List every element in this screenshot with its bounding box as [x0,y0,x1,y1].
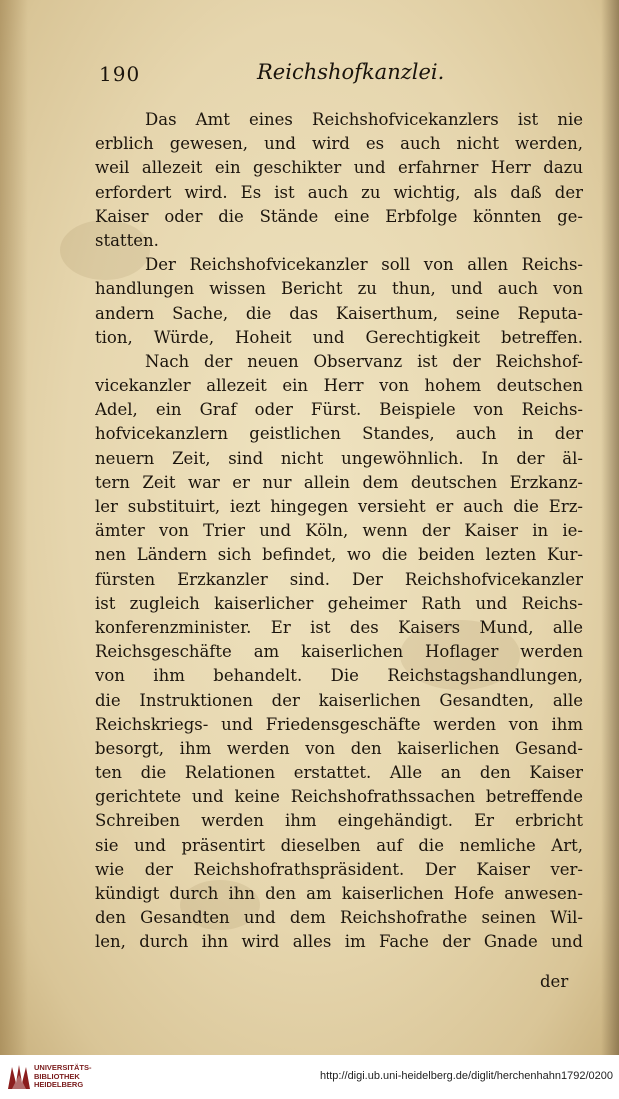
library-name-line: HEIDELBERG [34,1080,84,1089]
text-line: len, durch ihn wird alles im Fache der Gnade und [95,932,583,952]
text-line: Nach der neuen Observanz ist der Reichshof- [145,351,583,371]
text-line: ist zugleich kaiserlicher geheimer Rath und Reichs- [95,593,583,613]
text-line: tern Zeit war er nur allein dem deutschen Erzkanz- [95,472,583,492]
text-line: Das Amt eines Reichshofvicekanzlers ist nie [145,110,583,129]
text-line: fürsten Erzkanzler sind. Der Reichshofvicekanzler [95,569,583,589]
running-head: Reichshofkanzlei. [257,60,445,84]
text-line: erfordert wird. Es ist auch zu wichtig, als daß der [95,182,583,202]
text-line: ler substituirt, iezt hingegen versieht er auch die Erz- [95,497,583,516]
text-line: andern Sache, die das Kaiserthum, seine Reputa- [95,303,583,323]
text-line: Schreiben werden ihm eingehändigt. Er erbricht [95,811,583,831]
university-seal-icon [6,1063,32,1091]
text-line: Der Reichshofvicekanzler soll von allen Reichs- [145,255,583,275]
text-line: statten. [95,230,159,250]
library-name-line: UNIVERSITÄTS- [34,1063,92,1072]
text-line: weil allezeit ein geschikter und erfahrner Herr dazu [95,158,583,178]
text-line: handlungen wissen Bericht zu thun, und auch von [95,279,583,299]
body-text [95,108,583,955]
catchword: der [540,972,569,991]
text-line: kündigt durch ihn den am kaiserlichen Hofe anwesen- [95,884,583,903]
text-line: die Instruktionen der kaiserlichen Gesandten, alle [95,690,583,710]
text-line: Kaiser oder die Stände eine Erbfolge könnten ge- [95,206,583,226]
text-line: neuern Zeit, sind nicht ungewöhnlich. In der äl- [95,448,583,468]
text-line: wie der Reichshofrathspräsident. Der Kaiser ver- [95,859,583,879]
text-line: vicekanzler allezeit ein Herr von hohem deutschen [95,376,583,396]
text-line: konferenzminister. Er ist des Kaisers Mund, alle [95,617,583,637]
text-line: gerichtete und keine Reichshofrathssachen betreffende [95,787,583,807]
text-line: ten die Relationen erstattet. Alle an den Kaiser [95,763,583,783]
text-line: tion, Würde, Hoheit und Gerechtigkeit betreffen. [95,327,583,347]
text-line: Reichsgeschäfte am kaiserlichen Hoflager werden [95,642,583,662]
text-line: Adel, ein Graf oder Fürst. Beispiele von Reichs- [95,400,583,420]
page-header [0,60,619,90]
text-line: Reichskriegs- und Friedensgeschäfte werden von ihm [95,714,583,734]
page-number: 190 [99,62,141,86]
text-line: den Gesandten und dem Reichshofrathe seinen Wil- [95,908,583,928]
text-line: von ihm behandelt. Die Reichstagshandlungen, [95,666,583,686]
source-url-link[interactable]: http://digi.ub.uni-heidelberg.de/diglit/herchenhahn1792/0200 [320,1070,613,1082]
text-line: ämter von Trier und Köln, wenn der Kaiser in ie- [95,521,583,541]
text-line: erblich gewesen, und wird es auch nicht werden, [95,134,583,154]
library-name-line: BIBLIOTHEK [34,1071,80,1081]
text-line: besorgt, ihm werden von den kaiserlichen Gesand- [95,738,583,758]
text-line: sie und präsentirt dieselben auf die nemliche Art, [95,835,583,855]
digitization-footer [0,1055,619,1099]
text-line: nen Ländern sich befindet, wo die beiden lezten Kur- [95,545,583,565]
library-name [34,1064,92,1090]
text-line: hofvicekanzlern geistlichen Standes, auch in der [95,424,583,444]
